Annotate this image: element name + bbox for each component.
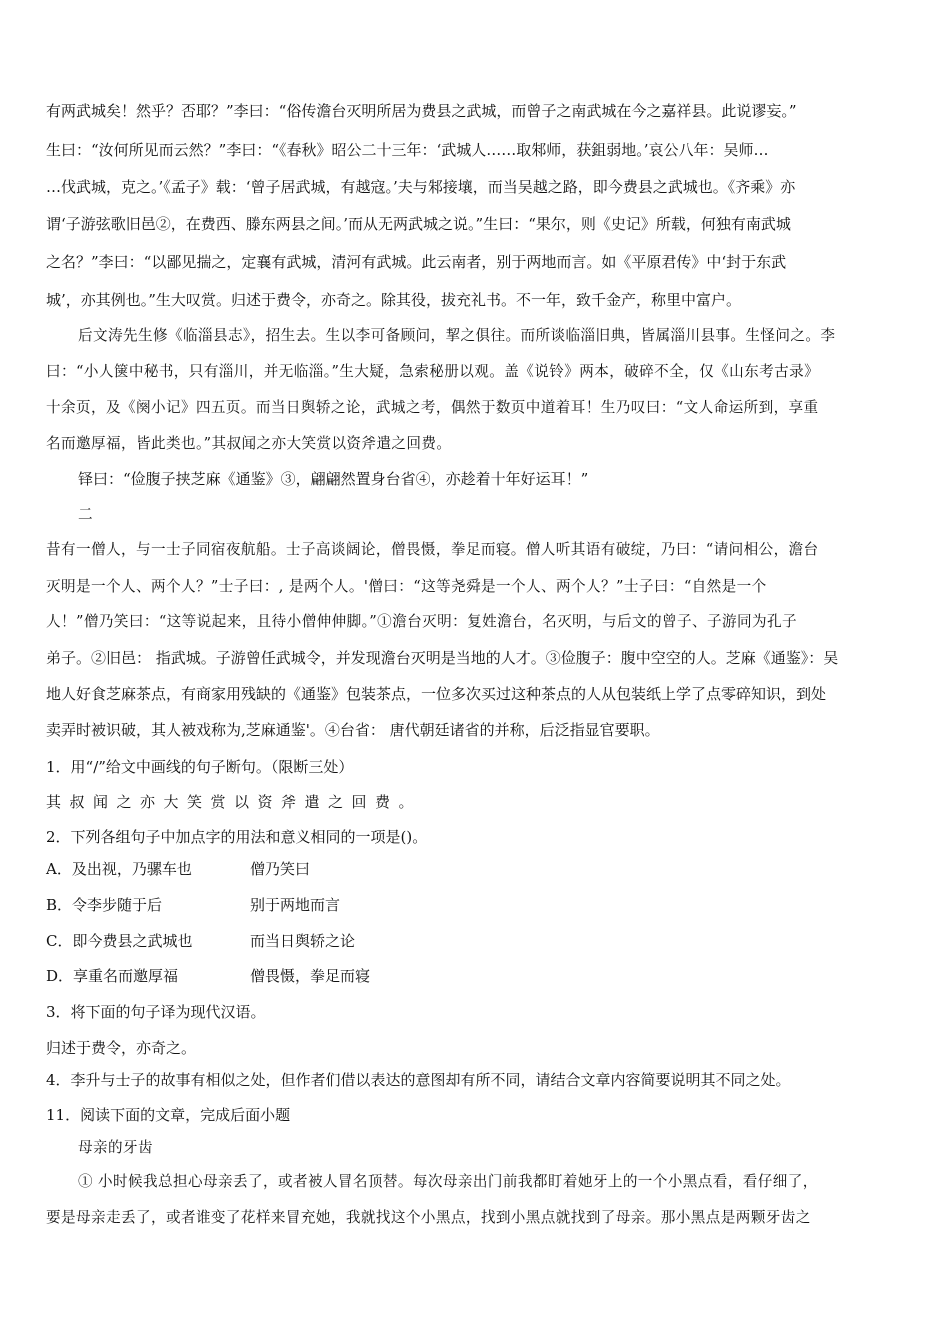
question-4-prompt: 4．李升与士子的故事有相似之处，但作者们借以表达的意图却有所不同，请结合文章内容简要说明其不同之处。	[46, 1071, 791, 1089]
option-c-right: 而当日舆轿之论	[250, 932, 356, 950]
option-d-right: 僧畏慑，拳足而寝	[250, 967, 371, 985]
option-c-left: C．即今费县之武城也	[46, 932, 193, 950]
passage-line: 生曰：“汝何所见而云然？”李曰：“《春秋》昭公二十三年：‘武城人……取邾师，获鉏弱地。’哀公八年：吴师…	[46, 141, 769, 159]
question-3-sentence: 归述于费令，亦奇之。	[46, 1039, 197, 1057]
footnote-line: 弟子。②旧邑： 指武城。子游曾任武城令，并发现澹台灭明是当地的人才。③俭腹子：腹中空空的人。芝麻《通鉴》：吴	[46, 649, 839, 667]
option-c	[0, 931, 950, 951]
passage-line: …伐武城，克之。’《孟子》载：‘曾子居武城，有越寇。’夫与邾接壤，而当吴越之路，即今费县之武城也。《齐乘》亦	[46, 178, 796, 196]
footnote-line: 地人好食芝麻茶点，有商家用残缺的《通鉴》包装茶点，一位多次买过这种茶点的人从包装纸上学了点零碎知识，到处	[46, 685, 827, 703]
option-b-right: 别于两地而言	[250, 896, 341, 914]
section-heading: 二	[78, 506, 93, 523]
question-1-prompt: 1．用“/”给文中画线的句子断句。（限断三处）	[46, 758, 354, 776]
essay-line: 要是母亲走丢了，或者谁变了花样来冒充她，我就找这个小黑点，找到小黑点就找到了母亲。那小黑点是两颗牙齿之	[46, 1209, 811, 1226]
story-line: 昔有一僧人，与一士子同宿夜航船。士子高谈阔论，僧畏慑，拳足而寝。僧人听其语有破绽，乃曰：“请问相公，澹台	[46, 541, 819, 558]
essay-title: 母亲的牙齿	[78, 1139, 153, 1156]
passage-line: 之名？”李曰：“以鄙见揣之，定襄有武城，清河有武城。此云南者，别于两地而言。如《平原君传》中‘封于东武	[46, 253, 787, 271]
option-d	[0, 966, 950, 986]
story-line: 人！”僧乃笑曰：“这等说起来，且待小僧伸伸脚。”①澹台灭明：复姓澹台，名灭明，与后文的曾子、子游同为孔子	[46, 613, 797, 630]
question-3-prompt: 3．将下面的句子译为现代汉语。	[46, 1003, 266, 1021]
commentary-line: 铎曰：“俭腹子挟芝麻《通鉴》③，翩翩然置身台省④，亦趁着十年好运耳！”	[78, 470, 589, 488]
question-11-prompt: 11．阅读下面的文章，完成后面小题	[46, 1106, 291, 1124]
passage-line: 后文涛先生修《临淄县志》，招生去。生以李可备顾问，挈之俱往。而所谈临淄旧典，皆属淄川县事。生怪问之。李	[78, 327, 836, 344]
option-b-left: B．令李步随于后	[46, 896, 163, 914]
option-d-left: D．享重名而邀厚福	[46, 967, 179, 985]
question-1-sentence: 其叔闻之亦大笑赏以资斧遣之回费。	[46, 793, 423, 811]
option-a	[0, 859, 950, 879]
passage-line: 十余页，及《阕小记》四五页。而当日舆轿之论，武城之考，偶然于数页中道着耳！生乃叹曰：“文人命运所到，享重	[46, 399, 819, 416]
passage-line: 谓‘子游弦歌旧邑②，在费西、滕东两县之间。’而从无两武城之说。”生曰：“果尔，则《史记》所载，何独有南武城	[46, 215, 791, 233]
passage-line: 有两武城矣！然乎？否耶？”李曰：“俗传澹台灭明所居为费县之武城，而曾子之南武城在今之嘉祥县。此说谬妄。”	[46, 102, 797, 120]
option-b	[0, 895, 950, 915]
essay-line: ① 小时候我总担心母亲丢了，或者被人冒名顶替。每次母亲出门前我都盯着她牙上的一个小黑点看，看仔细了，	[78, 1173, 818, 1190]
option-a-right: 僧乃笑曰	[250, 860, 311, 878]
passage-line: 城’，亦其例也。”生大叹赏。归述于费令，亦奇之。除其役，拔充礼书。不一年，致千金产，称里中富户。	[46, 291, 741, 309]
option-a-left: A．及出视，乃骡车也	[46, 860, 192, 878]
passage-line: 名而邀厚福，皆此类也。”其叔闻之亦大笑赏以资斧遣之回费。	[46, 435, 452, 452]
passage-line: 曰：“小人箧中秘书，只有淄川，并无临淄。”生大疑，急索秘册以观。盖《说铃》两本，破碎不全，仅《山东考古录》	[46, 363, 820, 380]
question-2-prompt: 2．下列各组句子中加点字的用法和意义相同的一项是()。	[46, 828, 428, 846]
story-line: 灭明是一个人、两个人？”士子曰：, 是两个人。'僧曰：“这等尧舜是一个人、两个人？”士子曰：“自然是一个	[46, 578, 767, 595]
footnote-line: 卖弄时被识破，其人被戏称为,芝麻通鉴'。④台省： 唐代朝廷诸省的并称，后泛指显官要职。	[46, 721, 660, 739]
